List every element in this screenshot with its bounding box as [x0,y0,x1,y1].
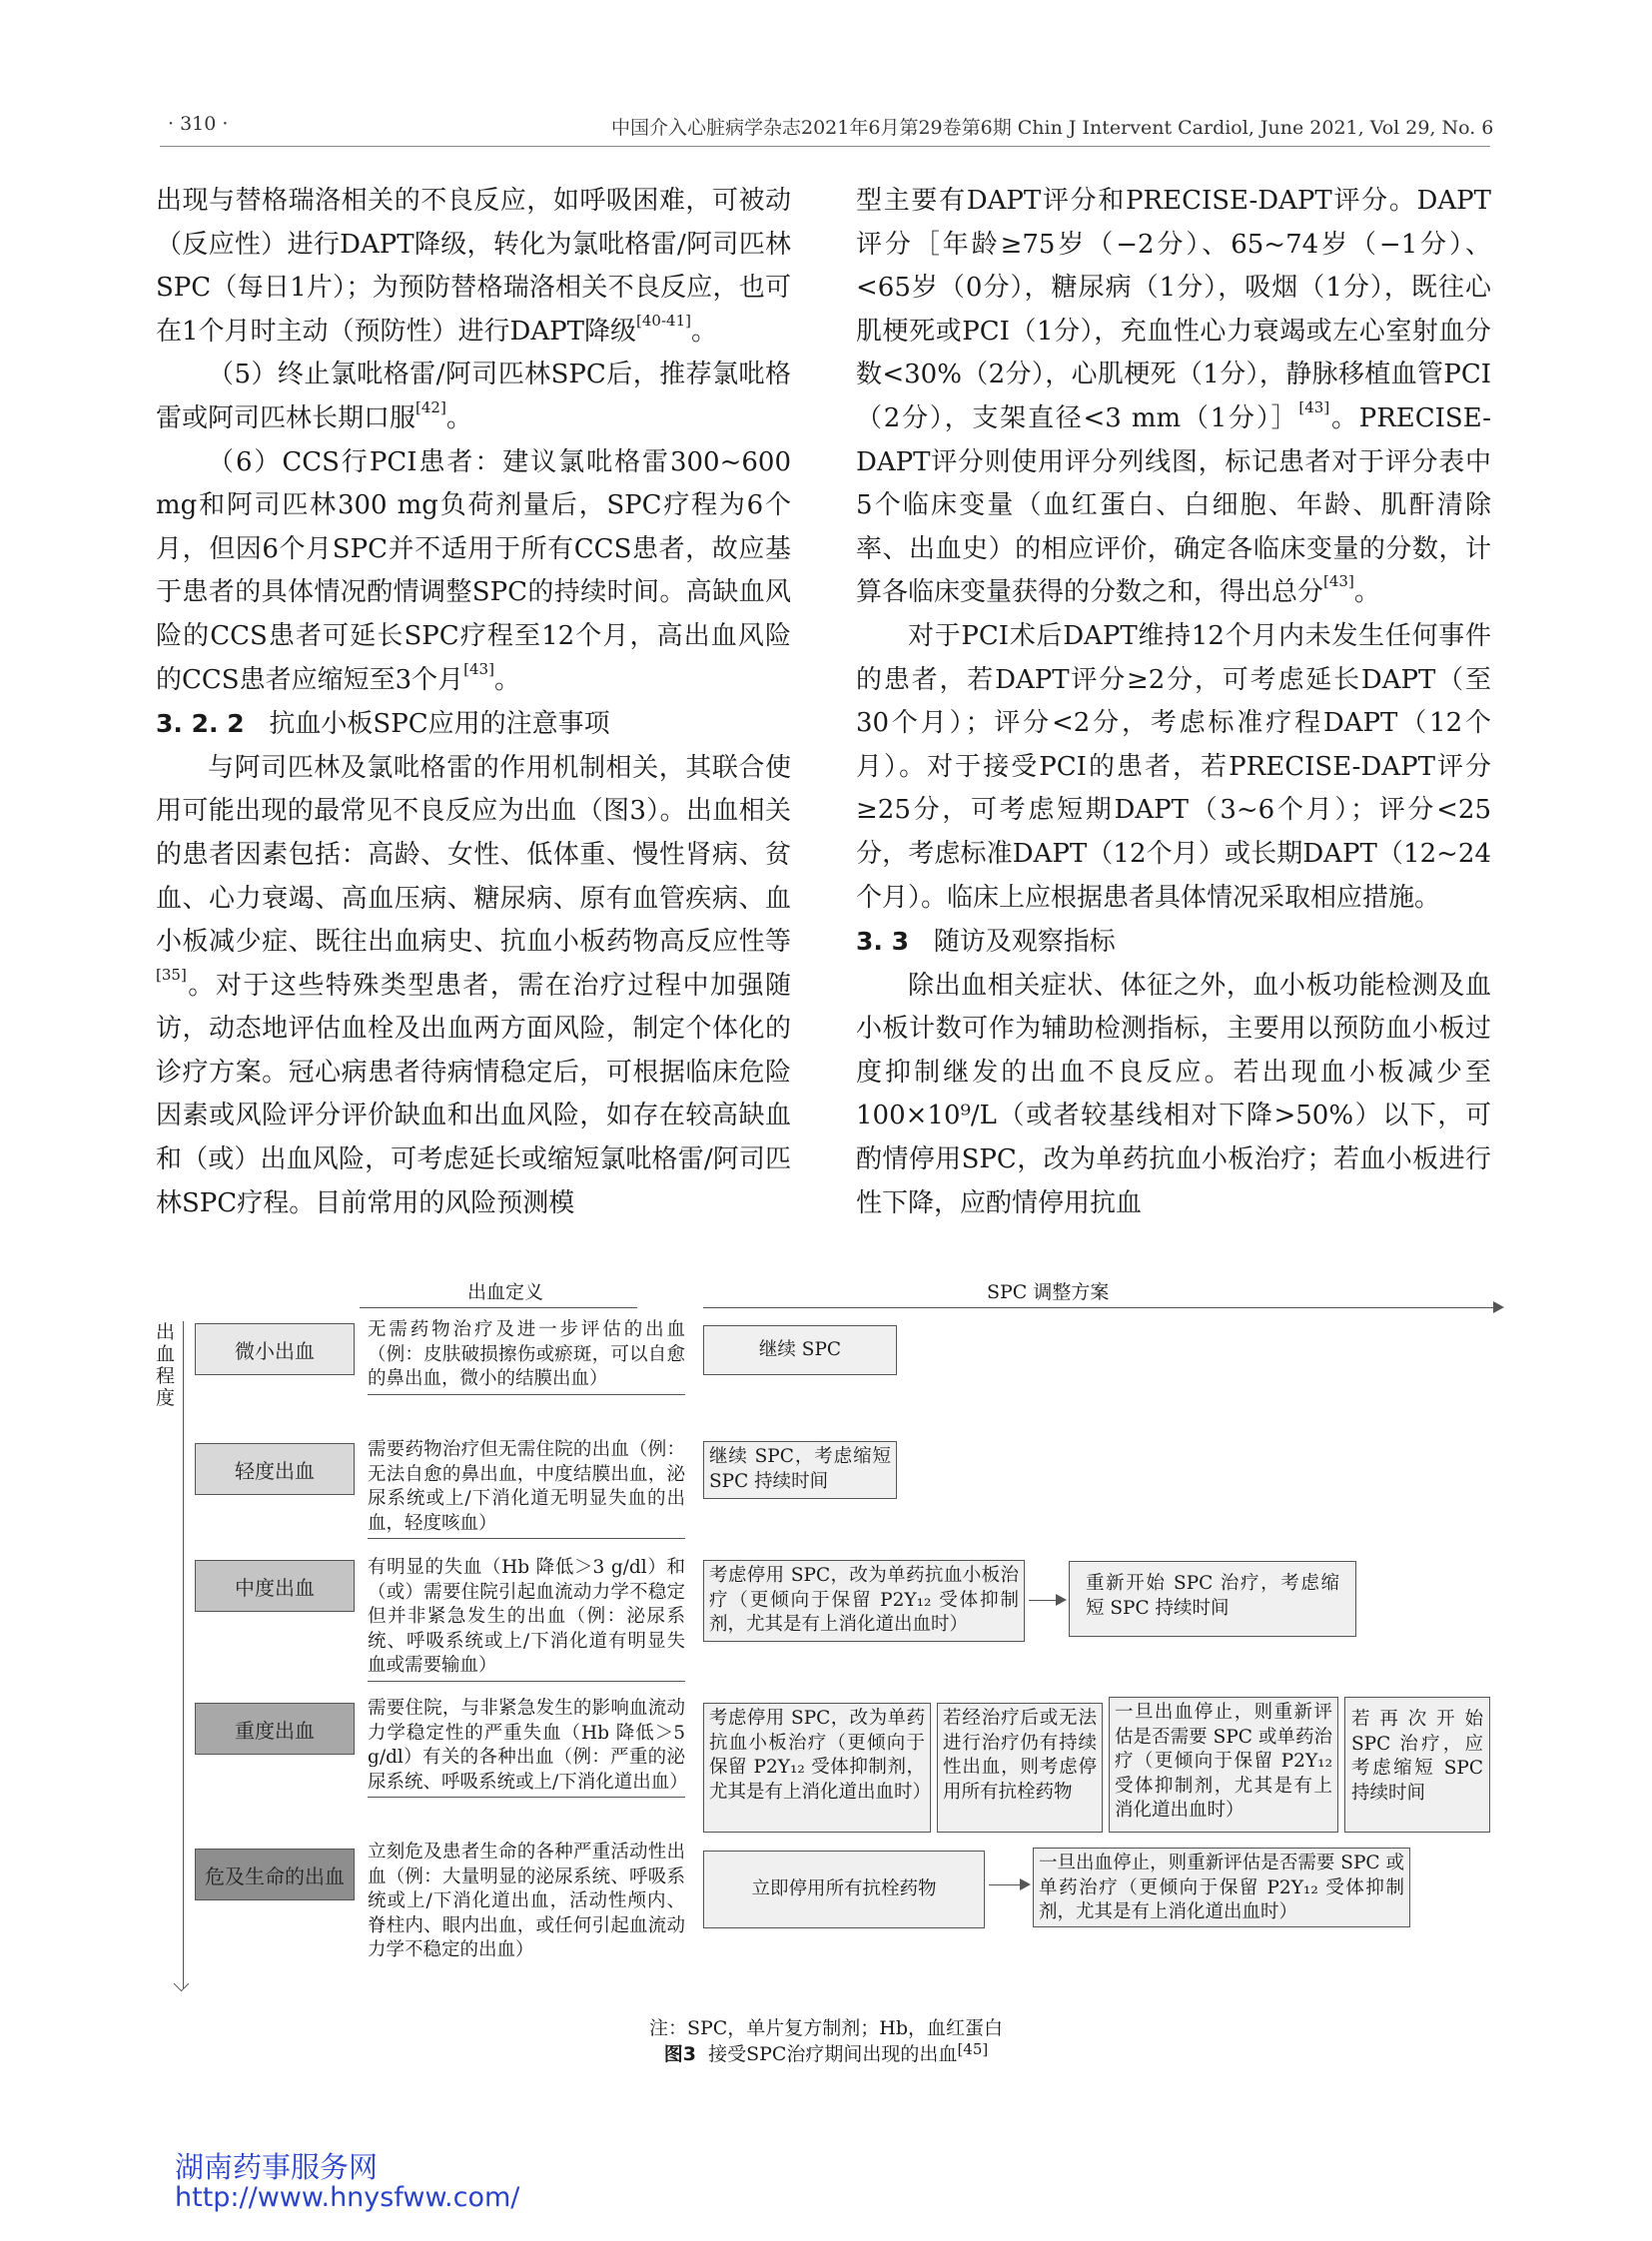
paragraph: （5）终止氯吡格雷/阿司匹林SPC后，推荐氯吡格雷或阿司匹林长期口服[42]。 [156,360,791,433]
figure-caption: 图3 接受SPC治疗期间出现的出血[45] [663,2040,989,2065]
plan-arrow [703,1307,1502,1308]
level-severe: 重度出血 [195,1703,355,1755]
level-moderate: 中度出血 [195,1560,355,1612]
paragraph: 与阿司匹林及氯吡格雷的作用机制相关，其联合使用可能出现的最常见不良反应为出血（图3）。出血相关的患者因素包括：高龄、女性、低体重、慢性肾病、贫血、心力衰竭、高血压病、糖尿病、原有血管疾病、血小板减少症、既往出血病史、抗血小板药物高反应性等[35]。对于这些特殊类型患者，需在治疗过程中加强随访，动态地评估血栓及出血两方面风险，制定个体化的诊疗方案。冠心病患者待病情稳定后，可根据临床危险因素或风险评分评价缺血和出血风险，如存在较高缺血和（或）出血风险，可考虑延长或缩短氯吡格雷/阿司匹林SPC疗程。目前常用的风险预测模 [156,752,791,1218]
definition-minor: 无需药物治疗及进一步评估的出血（例：皮肤破损擦伤或瘀斑，可以自愈的鼻出血，微小的结膜出血） [368,1318,685,1395]
watermark-name: 湖南药事服务网 [175,2150,379,2184]
paragraph: （6）CCS行PCI患者：建议氯吡格雷300~600 mg和阿司匹林300 mg负荷剂量后，SPC疗程为6个月，但因6个月SPC并不适用于所有CCS患者，故应基于患者的具体情况酌情调整SPC的持续时间。高缺血风险的CCS患者可延长SPC疗程至12个月，高出血风险的CCS患者应缩短至3个月[43]。 [156,446,791,695]
step-severe-stop: 考虑停用 SPC，改为单药抗血小板治疗（更倾向于保留 P2Y₁₂ 受体抑制剂，尤其是有上消化道出血时） [703,1703,931,1833]
step-life-reassess: 一旦出血停止，则重新评估是否需要 SPC 或单药治疗（更倾向于保留 P2Y₁₂ 受体抑制剂，尤其是有上消化道出血时） [1033,1848,1410,1927]
step-stop-all: 立即停用所有抗栓药物 [703,1851,985,1928]
header-rule [160,146,1490,147]
definition-mild: 需要药物治疗但无需住院的出血（例：无法自愈的鼻出血，中度结膜出血，泌尿系统或上/下消化道无明显失血的出血，轻度咳血） [368,1438,685,1539]
journal-header: 中国介入心脏病学杂志2021年6月第29卷第6期 Chin J Intervent Cardiol, June 2021, Vol 29, No. 6 [611,117,1494,139]
bleeding-figure [150,1273,1498,1992]
divider [360,1307,637,1308]
flow-arrow [1029,1600,1065,1601]
definition-severe: 需要住院，与非紧急发生的影响血流动力学稳定性的严重失血（Hb 降低＞5 g/dl）有关的各种出血（例：严重的泌尿系统、呼吸系统或上/下消化道出血） [368,1697,685,1798]
axis-arrowhead [174,1976,190,1992]
figure-note: 注：SPC，单片复方制剂；Hb，血红蛋白 [648,2017,1004,2039]
step-severe-restart: 若再次开始 SPC 治疗，应考虑缩短 SPC 持续时间 [1344,1697,1490,1833]
section-heading: 3. 3 随访及观察指标 [856,927,1116,958]
definition-life-threatening: 立刻危及患者生命的各种严重活动性出血（例：大量明显的泌尿系统、呼吸系统或上/下消化道出血，活动性颅内、脊柱内、眼内出血，或任何引起血流动力学不稳定的出血） [368,1842,685,1960]
paragraph: 除出血相关症状、体征之外，血小板功能检测及血小板计数可作为辅助检测指标，主要用以预防血小板过度抑制继发的出血不良反应。若出现血小板减少至100×10⁹/L（或者较基线相对下降>50%）以下，可酌情停用SPC，改为单药抗血小板治疗；若血小板进行性下降，应酌情停用抗血 [856,970,1491,1218]
flow-arrow [989,1884,1029,1885]
paragraph: 对于PCI术后DAPT维持12个月内未发生任何事件的患者，若DAPT评分≥2分，可考虑延长DAPT（至30个月）；评分<2分，考虑标准疗程DAPT（12个月）。对于接受PCI的患者，若PRECISE-DAPT评分≥25分，可考虑短期DAPT（3~6个月）；评分<25分，考虑标准DAPT（12个月）或长期DAPT（12~24个月）。临床上应根据患者具体情况采取相应措施。 [856,620,1491,913]
definition-moderate: 有明显的失血（Hb 降低＞3 g/dl）和（或）需要住院引起血流动力学不稳定但并非紧急发生的出血（例：泌尿系统、呼吸系统或上/下消化道有明显失血或需要输血） [368,1556,685,1682]
paragraph: 型主要有DAPT评分和PRECISE-DAPT评分。DAPT评分［年龄≥75岁（−2分）、65~74岁（−1分）、<65岁（0分），糖尿病（1分），吸烟（1分），既往心肌梗死或PCI（1分），充血性心力衰竭或左心室射血分数<30%（2分），心肌梗死（1分），静脉移植血管PCI（2分），支架直径<3 mm（1分）］[43]。PRECISE-DAPT评分则使用评分列线图，标记患者对于评分表中5个临床变量（血红蛋白、白细胞、年龄、肌酐清除率、出血史）的相应评价，确定各临床变量的分数，计算各临床变量获得的分数之和，得出总分[43]。 [856,186,1491,608]
plan-header: SPC 调整方案 [987,1281,1110,1303]
step-severe-persistent: 若经治疗后或无法进行治疗仍有持续性出血，则考虑停用所有抗栓药物 [937,1703,1103,1833]
definition-header: 出血定义 [467,1281,544,1303]
step-continue-shorten: 继续 SPC，考虑缩短 SPC 持续时间 [703,1441,897,1499]
level-mild: 轻度出血 [195,1443,355,1495]
step-continue-spc: 继续 SPC [703,1325,897,1375]
step-moderate-stop: 考虑停用 SPC，改为单药抗血小板治疗（更倾向于保留 P2Y₁₂ 受体抑制剂，尤其是有上消化道出血时） [703,1560,1025,1642]
paragraph: 出现与替格瑞洛相关的不良反应，如呼吸困难，可被动（反应性）进行DAPT降级，转化为氯吡格雷/阿司匹林SPC（每日1片）；为预防替格瑞洛相关不良反应，也可在1个月时主动（预防性）进行DAPT降级[40-41]。 [156,186,791,347]
step-moderate-restart: 重新开始 SPC 治疗，考虑缩短 SPC 持续时间 [1069,1561,1356,1637]
level-minor: 微小出血 [195,1323,355,1375]
left-column [156,180,791,1225]
page-number: · 310 · [168,113,229,135]
axis-label: 出血程度 [156,1321,176,1409]
axis-line [183,1321,184,1988]
level-life-threatening: 危及生命的出血 [195,1849,355,1900]
step-severe-reassess: 一旦出血停止，则重新评估是否需要 SPC 或单药治疗（更倾向于保留 P2Y₁₂ 受体抑制剂，尤其是有上消化道出血时） [1109,1697,1338,1833]
right-column [856,180,1491,1225]
section-heading: 3. 2. 2 抗血小板SPC应用的注意事项 [156,709,610,740]
watermark-url[interactable]: http://www.hnysfww.com/ [175,2182,520,2213]
